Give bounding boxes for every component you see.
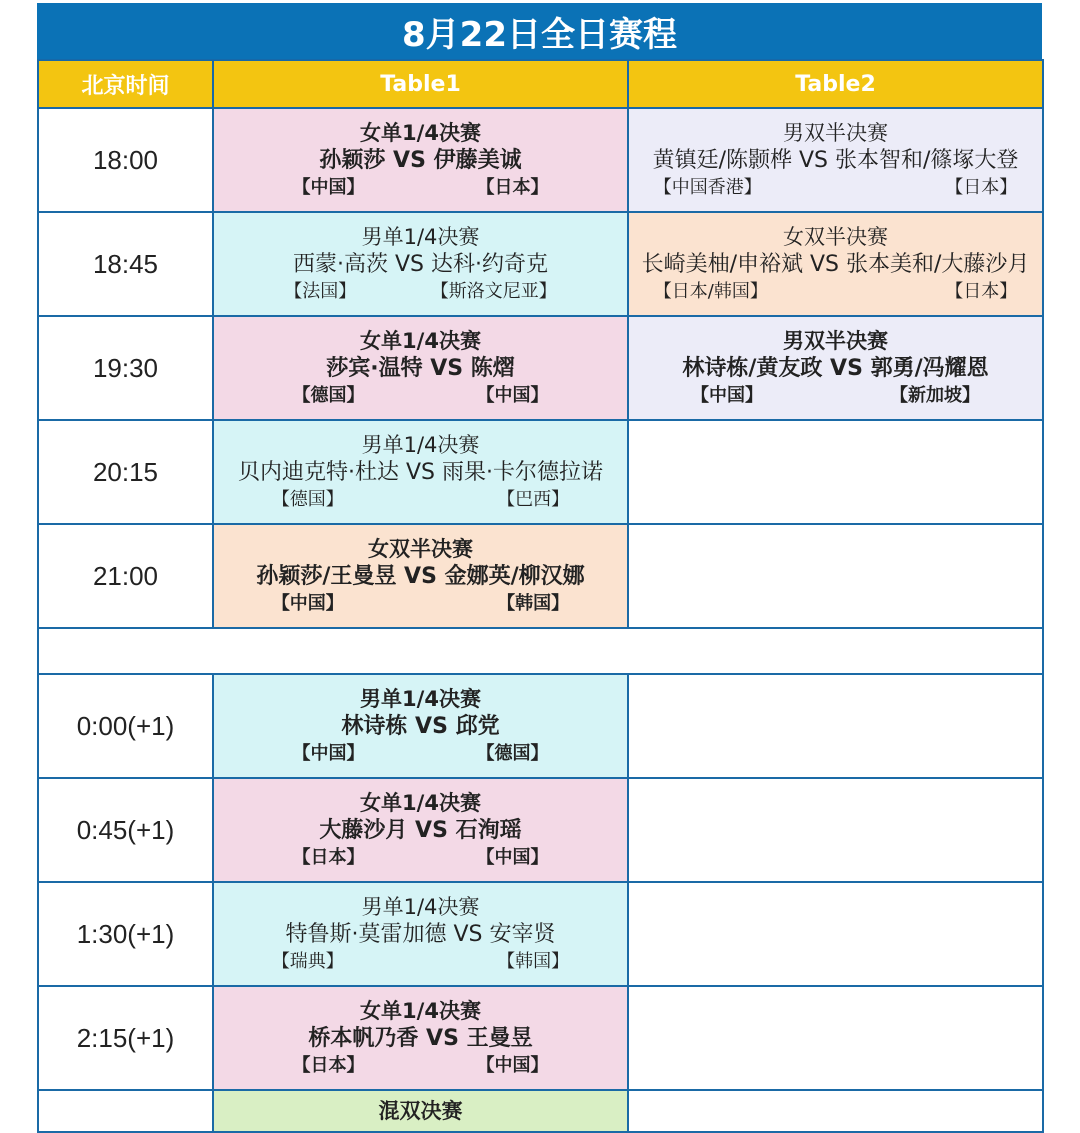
table1-cell — [213, 778, 628, 882]
players: 黄镇廷/陈颢桦 VS 张本智和/篠塚大登 — [652, 147, 1019, 173]
country-right: 【新加坡】 — [890, 384, 981, 406]
event-name: 女单1/4决赛 — [360, 120, 481, 145]
table2-cell — [628, 212, 1043, 316]
event-name: 女单1/4决赛 — [360, 328, 481, 353]
table1-cell — [213, 986, 628, 1090]
players: 孙颖莎/王曼昱 VS 金娜英/柳汉娜 — [256, 563, 585, 589]
time-cell: 0:00(+1) — [38, 674, 213, 778]
event-name: 女双半决赛 — [368, 536, 473, 561]
country-left: 【中国香港】 — [653, 176, 762, 198]
day-separator — [38, 628, 1043, 674]
players: 莎宾·温特 VS 陈熠 — [326, 355, 515, 381]
country-left: 【德国】 — [271, 488, 344, 510]
time-cell — [38, 1090, 213, 1132]
country-left: 【法国】 — [284, 280, 357, 302]
event-name: 男双半决赛 — [783, 120, 888, 145]
table2-empty-cell — [628, 1090, 1043, 1132]
event-name: 女双半决赛 — [783, 224, 888, 249]
event-name: 男单1/4决赛 — [361, 894, 480, 919]
event-name: 女单1/4决赛 — [360, 998, 481, 1023]
event-name: 男单1/4决赛 — [361, 224, 480, 249]
table1-cell — [213, 212, 628, 316]
table1-cell — [213, 316, 628, 420]
country-left: 【中国】 — [690, 384, 763, 406]
time-cell: 21:00 — [38, 524, 213, 628]
country-right: 【中国】 — [476, 846, 549, 868]
table1-cell — [213, 524, 628, 628]
table2-empty-cell — [628, 986, 1043, 1090]
country-right: 【日本】 — [476, 176, 549, 198]
time-cell: 18:45 — [38, 212, 213, 316]
schedule-sheet — [37, 3, 1042, 1133]
match-row — [38, 986, 1043, 1090]
table1-cell — [213, 882, 628, 986]
event-name: 男单1/4决赛 — [360, 686, 481, 711]
country-left: 【中国】 — [292, 742, 365, 764]
table2-empty-cell — [628, 882, 1043, 986]
match-row — [38, 674, 1043, 778]
table2-cell — [628, 316, 1043, 420]
header-table2: Table2 — [628, 60, 1043, 108]
table2-empty-cell — [628, 778, 1043, 882]
country-left: 【中国】 — [292, 176, 365, 198]
table1-cell — [213, 1090, 628, 1132]
country-right: 【巴西】 — [497, 488, 570, 510]
time-cell: 0:45(+1) — [38, 778, 213, 882]
match-row-partial — [38, 1090, 1043, 1132]
day-separator-row — [38, 628, 1043, 674]
country-right: 【中国】 — [476, 1054, 549, 1076]
match-row — [38, 212, 1043, 316]
match-row — [38, 108, 1043, 212]
country-right: 【德国】 — [476, 742, 549, 764]
event-name: 混双决赛 — [378, 1099, 463, 1123]
table1-cell — [213, 674, 628, 778]
event-name: 男单1/4决赛 — [361, 432, 480, 457]
match-row — [38, 882, 1043, 986]
country-right: 【日本】 — [945, 280, 1018, 302]
match-row — [38, 524, 1043, 628]
time-cell: 19:30 — [38, 316, 213, 420]
country-right: 【中国】 — [476, 384, 549, 406]
country-right: 【韩国】 — [497, 950, 570, 972]
match-row — [38, 420, 1043, 524]
table1-cell — [213, 420, 628, 524]
header-time: 北京时间 — [38, 60, 213, 108]
country-right: 【斯洛文尼亚】 — [430, 280, 557, 302]
table1-cell — [213, 108, 628, 212]
match-row — [38, 778, 1043, 882]
match-row — [38, 316, 1043, 420]
players: 大藤沙月 VS 石洵瑶 — [319, 817, 522, 843]
time-cell: 18:00 — [38, 108, 213, 212]
table2-cell — [628, 108, 1043, 212]
country-left: 【日本】 — [292, 846, 365, 868]
country-left: 【德国】 — [292, 384, 365, 406]
table2-empty-cell — [628, 674, 1043, 778]
schedule-title: 8月22日全日赛程 — [37, 3, 1042, 59]
country-right: 【日本】 — [945, 176, 1018, 198]
country-left: 【中国】 — [271, 592, 344, 614]
time-cell: 1:30(+1) — [38, 882, 213, 986]
table2-empty-cell — [628, 524, 1043, 628]
event-name: 女单1/4决赛 — [360, 790, 481, 815]
players: 特鲁斯·莫雷加德 VS 安宰贤 — [285, 921, 556, 947]
country-left: 【瑞典】 — [271, 950, 344, 972]
players: 林诗栋/黄友政 VS 郭勇/冯耀恩 — [682, 355, 989, 381]
players: 林诗栋 VS 邱党 — [341, 713, 500, 739]
players: 孙颖莎 VS 伊藤美诚 — [319, 147, 522, 173]
country-left: 【日本】 — [292, 1054, 365, 1076]
players: 桥本帆乃香 VS 王曼昱 — [308, 1025, 533, 1051]
time-cell: 20:15 — [38, 420, 213, 524]
header-row — [38, 60, 1043, 108]
time-cell: 2:15(+1) — [38, 986, 213, 1090]
players: 贝内迪克特·杜达 VS 雨果·卡尔德拉诺 — [238, 459, 603, 485]
header-table1: Table1 — [213, 60, 628, 108]
players: 西蒙·高茨 VS 达科·约奇克 — [293, 251, 548, 277]
country-left: 【日本/韩国】 — [653, 280, 768, 302]
players: 长崎美柚/申裕斌 VS 张本美和/大藤沙月 — [641, 251, 1030, 277]
schedule-table — [37, 59, 1044, 1133]
event-name: 男双半决赛 — [783, 328, 888, 353]
table2-empty-cell — [628, 420, 1043, 524]
country-right: 【韩国】 — [497, 592, 570, 614]
